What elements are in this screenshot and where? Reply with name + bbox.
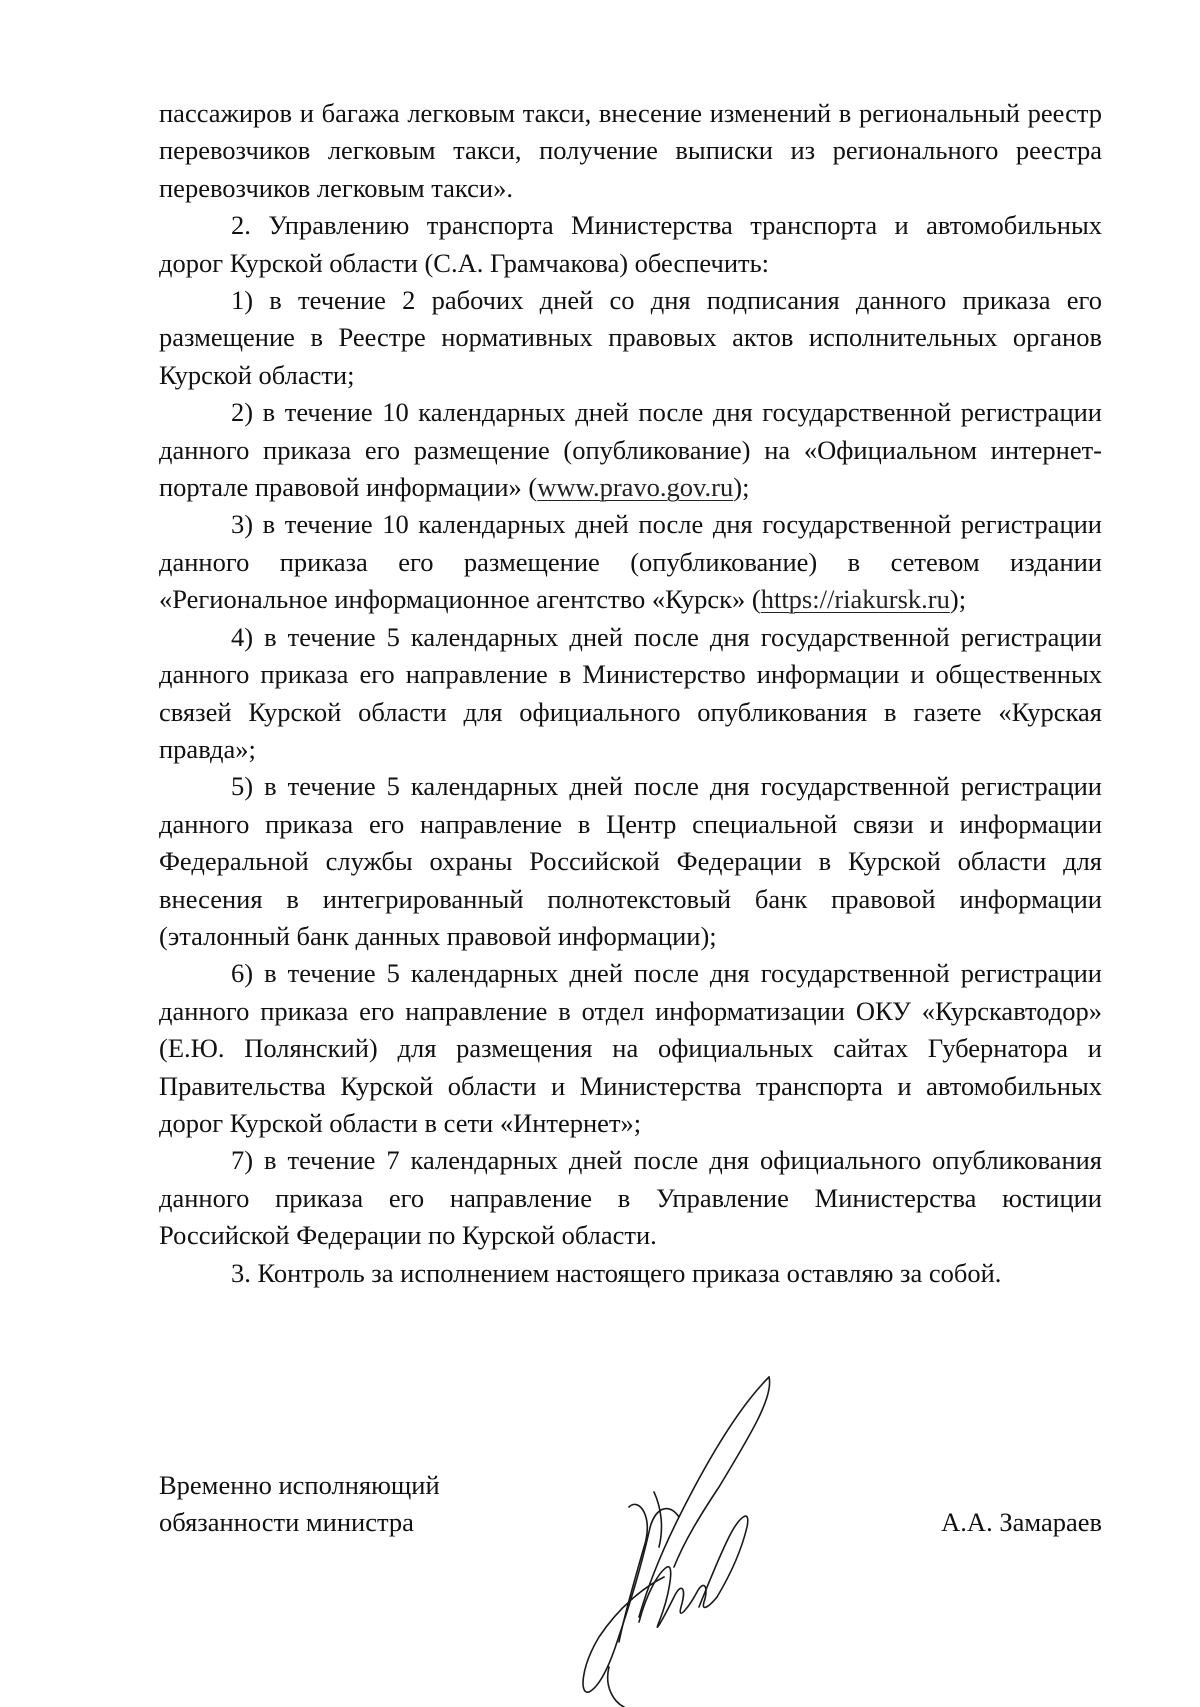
subitem-3-text: 3) в течение 10 календарных дней после дня государственной регистрации данного приказа его размещение (опубликование) в сетевом издании «Региональное информационное агентство «Курск» bbox=[159, 509, 1102, 615]
pravo-link[interactable]: www.pravo.gov.ru bbox=[537, 472, 734, 503]
subitem-1: 1) в течение 2 рабочих дней со дня подписания данного приказа его размещение в Реестре нормативных правовых актов исполнительных органов Курской области; bbox=[159, 285, 1102, 390]
subitem-5: 5) в течение 5 календарных дней после дня государственной регистрации данного приказа его направление в Центр специальной связи и информации Федеральной службы охраны Российской Федерации в Курской области для внесения в интегрированный полнотекстовый банк правовой информации (эталонный банк данных правовой информации); bbox=[159, 771, 1102, 951]
intro-paragraph: пассажиров и багажа легковым такси, внесение изменений в региональный реестр перевозчиков легковым такси, получение выписки из регионального реестра перевозчиков легковым такси». bbox=[159, 98, 1102, 203]
handwritten-signature bbox=[569, 1367, 789, 1707]
subitem-3-link-close: ); bbox=[949, 584, 967, 615]
signer-title-line-2: обязанности министра bbox=[159, 1507, 414, 1538]
signature-block bbox=[159, 1467, 1102, 1697]
subitem-6: 6) в течение 5 календарных дней после дня государственной регистрации данного приказа его направление в отдел информатизации ОКУ «Курскавтодор» (Е.Ю. Полянский) для размещения на официальных сайтах Губернатора и Правительства Курской области и Министерства транспорта и автомобильных дорог Курской области в сети «Интернет»; bbox=[159, 958, 1102, 1138]
subitem-3 bbox=[159, 506, 1102, 618]
subitem-3-link-open: ( bbox=[751, 584, 761, 615]
subitem-2-text: 2) в течение 10 календарных дней после дня государственной регистрации данного приказа его размещение (опубликование) на «Официальном интернет-портале правовой информации» bbox=[159, 397, 1102, 503]
subitem-2-link-open: ( bbox=[528, 472, 538, 503]
signer-name: А.А. Замараев bbox=[941, 1507, 1102, 1537]
item-2: 2. Управлению транспорта Министерства транспорта и автомобильных дорог Курской области (С.А. Грамчакова) обеспечить: bbox=[159, 210, 1102, 278]
signer-title-line-1: Временно исполняющий bbox=[159, 1470, 440, 1500]
document-body bbox=[159, 95, 1102, 1292]
item-3: 3. Контроль за исполнением настоящего приказа оставляю за собой. bbox=[231, 1257, 1002, 1288]
subitem-2 bbox=[159, 394, 1102, 506]
subitem-4: 4) в течение 5 календарных дней после дня государственной регистрации данного приказа его направление в Министерство информации и общественных связей Курской области для официального опубликования в газете «Курская правда»; bbox=[159, 621, 1102, 764]
signer-title bbox=[159, 1467, 440, 1542]
subitem-7: 7) в течение 7 календарных дней после дня официального опубликования данного приказа его направление в Управление Министерства юстиции Российской Федерации по Курской области. bbox=[159, 1145, 1102, 1251]
subitem-2-link-close: ); bbox=[733, 472, 750, 503]
riakursk-link[interactable]: https://riakursk.ru bbox=[760, 584, 950, 615]
